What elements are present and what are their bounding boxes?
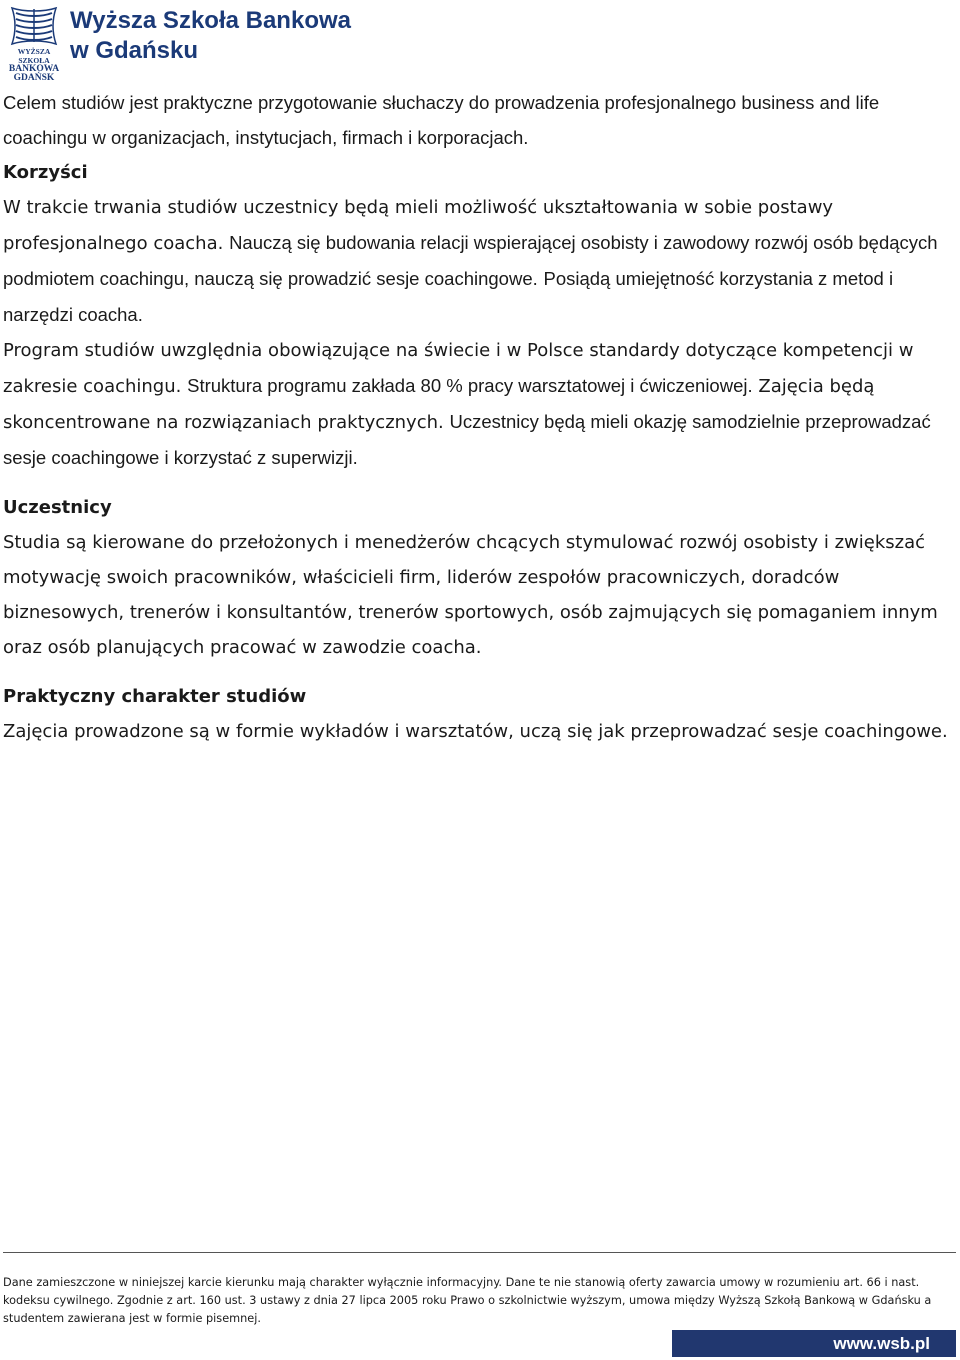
participants-heading: Uczestnicy (3, 497, 112, 518)
benefits-text-4: Program studiów uwzględnia obowiązujące na świecie i w Polsce standardy dotyczące kompetencji w zakresie coachingu. (3, 340, 914, 397)
intro-paragraph: Celem studiów jest praktyczne przygotowanie słuchaczy do prowadzenia profesjonalnego business and life coachingu w organizacjach, instytucjach, firmach i korporacjach. (3, 92, 880, 148)
benefits-text-2: Nauczą się budowania relacji wspierającej osobisty i zawodowy rozwój osób będących podmiotem coachingu, nauczą się prowadzić sesje coachingowe. (3, 232, 938, 289)
benefits-text-6: Zajęcia będą skoncentrowane na rozwiązaniach praktycznych. (3, 376, 875, 433)
logo-emblem-caption (7, 48, 61, 82)
logo-caption-line2: BANKOWA (8, 64, 60, 74)
benefits-paragraph-2 (3, 333, 953, 476)
benefits-paragraph-1 (3, 190, 953, 333)
benefits-text-5: Struktura programu zakłada 80 % pracy warsztatowej i ćwiczeniowej. (187, 375, 753, 396)
main-content (3, 85, 953, 749)
footer-divider (3, 1252, 956, 1253)
benefits-heading: Korzyści (3, 162, 88, 183)
logo-caption-line3: GDAŃSK (13, 72, 55, 83)
practical-heading: Praktyczny charakter studiów (3, 686, 307, 707)
benefits-text-1: W trakcie trwania studiów uczestnicy będą mieli możliwość ukształtowania w sobie postawy profesjonalnego coacha. (3, 197, 834, 254)
logo-wordmark-line2: w Gdańsku (70, 37, 199, 64)
logo-wordmark (70, 6, 351, 66)
website-badge[interactable] (672, 1330, 956, 1357)
website-link[interactable]: www.wsb.pl (833, 1334, 930, 1353)
benefits-text-7: Uczestnicy będą mieli okazję samodzielnie przeprowadzać sesje coachingowe i korzystać z superwizji. (3, 411, 931, 468)
school-logo (4, 4, 354, 83)
participants-paragraph: Studia są kierowane do przełożonych i menedżerów chcących stymulować rozwój osobisty i zwiększać motywację swoich pracowników, właścicieli firm, liderów zespołów pracowniczych, doradców biznesowych, trenerów i konsultantów, trenerów sportowych, osób zajmujących się pomaganiem innym oraz osób planujących pracować w zawodzie coacha. (3, 532, 938, 658)
practical-paragraph: Zajęcia prowadzone są w formie wykładów i warsztatów, uczą się jak przeprowadzać sesje coachingowe. (3, 721, 948, 742)
footer-disclaimer (3, 1274, 953, 1328)
logo-caption-line1: WYŻSZA SZKOŁA (17, 47, 51, 65)
footer-disclaimer-text: Dane zamieszczone w niniejszej karcie kierunku mają charakter wyłącznie informacyjny. Dane te nie stanowią oferty zawarcia umowy w rozumieniu art. 66 i nast. kodeksu cywilnego. Zgodnie z art. 160 ust. 3 ustawy z dnia 27 lipca 2005 roku Prawo o szkolnictwie wyższym, umowa między Wyższą Szkołą Bankową w Gdańsku a studentem zawierana jest w formie pisemnej. (3, 1276, 932, 1325)
logo-wordmark-line1: Wyższa Szkoła Bankowa (70, 7, 351, 34)
benefits-text-3: Posiądą umiejętność korzystania z metod i narzędzi coacha. (3, 268, 894, 325)
